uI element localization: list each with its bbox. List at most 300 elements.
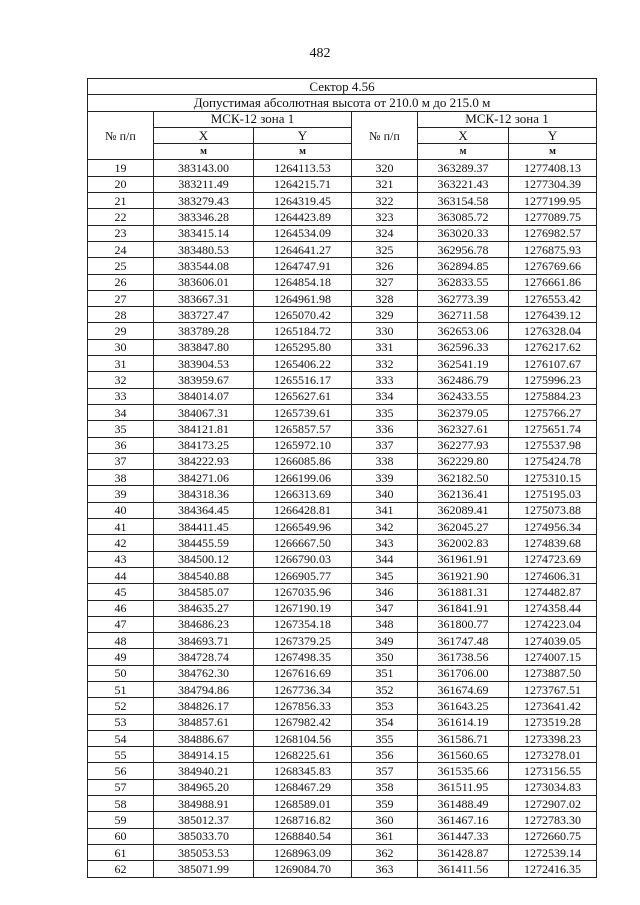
right-x-value: 361738.56 (418, 649, 509, 665)
right-point-number: 333 (352, 372, 418, 388)
left-y-value: 1268104.56 (254, 730, 352, 746)
left-x-value: 383346.28 (154, 209, 254, 225)
right-y-value: 1276439.12 (509, 307, 597, 323)
left-x-value: 384585.07 (154, 584, 254, 600)
table-row (88, 209, 597, 225)
right-point-number: 352 (352, 681, 418, 697)
left-y-value: 1269084.70 (254, 861, 352, 877)
left-y-value: 1267736.34 (254, 681, 352, 697)
left-x-value: 385053.53 (154, 844, 254, 860)
left-y-value: 1268345.83 (254, 763, 352, 779)
right-x-value: 362596.33 (418, 339, 509, 355)
left-x-value: 383727.47 (154, 307, 254, 323)
left-x-value: 384222.93 (154, 453, 254, 469)
right-y-value: 1272416.35 (509, 861, 597, 877)
right-point-number: 363 (352, 861, 418, 877)
right-point-number: 326 (352, 258, 418, 274)
left-point-number: 21 (88, 193, 154, 209)
left-point-number: 49 (88, 649, 154, 665)
right-point-number: 324 (352, 225, 418, 241)
right-x-value: 361921.90 (418, 567, 509, 583)
left-y-value: 1265516.17 (254, 372, 352, 388)
left-y-value: 1267190.19 (254, 600, 352, 616)
right-point-number: 334 (352, 388, 418, 404)
left-y-value: 1267856.33 (254, 698, 352, 714)
right-point-number: 355 (352, 730, 418, 746)
left-x-value: 384318.36 (154, 486, 254, 502)
left-point-number: 42 (88, 535, 154, 551)
table-row (88, 698, 597, 714)
left-y-value: 1265406.22 (254, 356, 352, 372)
right-point-number: 339 (352, 470, 418, 486)
left-x-value: 383211.49 (154, 176, 254, 192)
left-y-value: 1266428.81 (254, 502, 352, 518)
right-y-value: 1277089.75 (509, 209, 597, 225)
right-point-number: 358 (352, 779, 418, 795)
left-x-value: 384411.45 (154, 519, 254, 535)
left-point-number: 46 (88, 600, 154, 616)
right-x-value: 361428.87 (418, 844, 509, 860)
right-x-value: 362711.58 (418, 307, 509, 323)
left-point-number: 40 (88, 502, 154, 518)
right-x-value: 362894.85 (418, 258, 509, 274)
right-y-value: 1273034.83 (509, 779, 597, 795)
right-point-number: 323 (352, 209, 418, 225)
left-y-value: 1267616.69 (254, 665, 352, 681)
right-y-value: 1276328.04 (509, 323, 597, 339)
left-point-number: 45 (88, 584, 154, 600)
right-point-number: 336 (352, 421, 418, 437)
right-x-value: 362182.50 (418, 470, 509, 486)
left-y-value: 1265184.72 (254, 323, 352, 339)
table-row (88, 763, 597, 779)
left-point-number: 44 (88, 567, 154, 583)
table-row (88, 633, 597, 649)
table-row (88, 421, 597, 437)
right-point-number: 349 (352, 633, 418, 649)
left-y-value: 1264747.91 (254, 258, 352, 274)
left-x-value: 384988.91 (154, 796, 254, 812)
page-number: 482 (309, 46, 331, 61)
left-x-value: 383847.80 (154, 339, 254, 355)
right-y-value: 1275195.03 (509, 486, 597, 502)
left-y-value: 1266313.69 (254, 486, 352, 502)
table-row (88, 519, 597, 535)
right-x-value: 362229.80 (418, 453, 509, 469)
left-y-value: 1264215.71 (254, 176, 352, 192)
height-caption: Допустимая абсолютная высота от 210.0 м до 215.0 м (88, 95, 597, 111)
right-y-value: 1276661.86 (509, 274, 597, 290)
left-point-number: 43 (88, 551, 154, 567)
left-y-value: 1264534.09 (254, 225, 352, 241)
left-point-number: 19 (88, 160, 154, 176)
left-point-number: 58 (88, 796, 154, 812)
right-x-value: 361841.91 (418, 600, 509, 616)
left-y-value: 1267354.18 (254, 616, 352, 632)
right-x-value: 361881.31 (418, 584, 509, 600)
right-y-value: 1277408.13 (509, 160, 597, 176)
left-y-value: 1268225.61 (254, 747, 352, 763)
right-y-header: Y (509, 127, 597, 143)
table-row (88, 356, 597, 372)
table-row (88, 486, 597, 502)
left-point-number: 35 (88, 421, 154, 437)
left-y-value: 1268467.29 (254, 779, 352, 795)
left-x-value: 384271.06 (154, 470, 254, 486)
left-x-value: 384693.71 (154, 633, 254, 649)
left-x-value: 384173.25 (154, 437, 254, 453)
table-row (88, 681, 597, 697)
right-x-value: 361535.66 (418, 763, 509, 779)
left-x-value: 384914.15 (154, 747, 254, 763)
left-y-value: 1266905.77 (254, 567, 352, 583)
right-y-value: 1275424.78 (509, 453, 597, 469)
right-point-number: 328 (352, 290, 418, 306)
right-x-value: 362277.93 (418, 437, 509, 453)
right-y-value: 1275884.23 (509, 388, 597, 404)
table-row (88, 861, 597, 877)
right-y-value: 1274482.87 (509, 584, 597, 600)
table-row (88, 844, 597, 860)
table-row (88, 812, 597, 828)
left-x-value: 383789.28 (154, 323, 254, 339)
right-y-value: 1273519.28 (509, 714, 597, 730)
left-y-value: 1265972.10 (254, 437, 352, 453)
table-body (88, 160, 597, 877)
right-point-number: 343 (352, 535, 418, 551)
left-y-value: 1268963.09 (254, 844, 352, 860)
left-x-value: 383606.01 (154, 274, 254, 290)
table-row (88, 225, 597, 241)
left-x-value: 384965.20 (154, 779, 254, 795)
table-row (88, 600, 597, 616)
left-y-value: 1266549.96 (254, 519, 352, 535)
table-row (88, 796, 597, 812)
left-point-number: 57 (88, 779, 154, 795)
right-y-unit: м (509, 144, 597, 160)
left-y-value: 1268716.82 (254, 812, 352, 828)
left-point-number: 39 (88, 486, 154, 502)
right-point-number: 357 (352, 763, 418, 779)
right-y-value: 1274723.69 (509, 551, 597, 567)
left-y-value: 1264423.89 (254, 209, 352, 225)
right-y-value: 1275073.88 (509, 502, 597, 518)
table-row (88, 551, 597, 567)
right-x-value: 362136.41 (418, 486, 509, 502)
right-y-value: 1273398.23 (509, 730, 597, 746)
right-x-value: 361560.65 (418, 747, 509, 763)
right-system-header: МСК-12 зона 1 (418, 111, 597, 127)
right-y-value: 1273767.51 (509, 681, 597, 697)
right-y-value: 1274007.15 (509, 649, 597, 665)
right-point-number: 338 (352, 453, 418, 469)
right-point-number: 359 (352, 796, 418, 812)
right-point-number: 342 (352, 519, 418, 535)
right-x-value: 362045.27 (418, 519, 509, 535)
right-y-value: 1273278.01 (509, 747, 597, 763)
left-y-unit: м (254, 144, 352, 160)
right-point-number: 356 (352, 747, 418, 763)
left-point-number: 37 (88, 453, 154, 469)
table-row (88, 453, 597, 469)
right-y-value: 1272907.02 (509, 796, 597, 812)
left-x-value: 385071.99 (154, 861, 254, 877)
table-row (88, 567, 597, 583)
table-row (88, 339, 597, 355)
table-row (88, 747, 597, 763)
left-x-value: 384794.86 (154, 681, 254, 697)
right-x-value: 363154.58 (418, 193, 509, 209)
right-y-value: 1276875.93 (509, 241, 597, 257)
left-point-number: 32 (88, 372, 154, 388)
right-point-number: 332 (352, 356, 418, 372)
left-point-number: 61 (88, 844, 154, 860)
right-x-value: 363020.33 (418, 225, 509, 241)
left-y-value: 1265739.61 (254, 404, 352, 420)
right-x-unit: м (418, 144, 509, 160)
right-y-value: 1277199.95 (509, 193, 597, 209)
right-x-value: 361411.56 (418, 861, 509, 877)
table-row (88, 323, 597, 339)
left-x-value: 383143.00 (154, 160, 254, 176)
left-y-value: 1266790.03 (254, 551, 352, 567)
left-point-number: 20 (88, 176, 154, 192)
left-x-unit: м (154, 144, 254, 160)
left-y-value: 1265627.61 (254, 388, 352, 404)
right-x-header: X (418, 127, 509, 143)
right-y-value: 1274358.44 (509, 600, 597, 616)
left-x-value: 383959.67 (154, 372, 254, 388)
left-x-header: X (154, 127, 254, 143)
left-point-number: 56 (88, 763, 154, 779)
right-y-value: 1275651.74 (509, 421, 597, 437)
right-point-number: 325 (352, 241, 418, 257)
right-x-value: 362653.06 (418, 323, 509, 339)
left-point-number: 47 (88, 616, 154, 632)
right-x-value: 362833.55 (418, 274, 509, 290)
left-point-number: 36 (88, 437, 154, 453)
right-y-value: 1277304.39 (509, 176, 597, 192)
left-num-header: № п/п (88, 111, 154, 160)
right-x-value: 361511.95 (418, 779, 509, 795)
left-point-number: 29 (88, 323, 154, 339)
left-x-value: 384121.81 (154, 421, 254, 437)
right-point-number: 350 (352, 649, 418, 665)
left-point-number: 24 (88, 241, 154, 257)
right-point-number: 354 (352, 714, 418, 730)
right-y-value: 1274839.68 (509, 535, 597, 551)
right-x-value: 361586.71 (418, 730, 509, 746)
left-y-value: 1267035.96 (254, 584, 352, 600)
left-y-value: 1264854.18 (254, 274, 352, 290)
right-point-number: 329 (352, 307, 418, 323)
right-point-number: 351 (352, 665, 418, 681)
right-x-value: 361614.19 (418, 714, 509, 730)
right-y-value: 1272660.75 (509, 828, 597, 844)
right-x-value: 361467.16 (418, 812, 509, 828)
left-x-value: 384826.17 (154, 698, 254, 714)
left-x-value: 384762.30 (154, 665, 254, 681)
right-point-number: 341 (352, 502, 418, 518)
right-x-value: 362433.55 (418, 388, 509, 404)
left-point-number: 30 (88, 339, 154, 355)
right-x-value: 361643.25 (418, 698, 509, 714)
right-point-number: 321 (352, 176, 418, 192)
right-y-value: 1272539.14 (509, 844, 597, 860)
coordinates-table (87, 78, 597, 878)
left-point-number: 26 (88, 274, 154, 290)
right-x-value: 361706.00 (418, 665, 509, 681)
right-point-number: 320 (352, 160, 418, 176)
table-row (88, 160, 597, 176)
left-point-number: 25 (88, 258, 154, 274)
left-point-number: 48 (88, 633, 154, 649)
left-x-value: 384940.21 (154, 763, 254, 779)
table-row (88, 307, 597, 323)
table-row (88, 388, 597, 404)
right-point-number: 347 (352, 600, 418, 616)
sector-title: Сектор 4.56 (88, 79, 597, 95)
right-x-value: 361800.77 (418, 616, 509, 632)
left-y-value: 1268840.54 (254, 828, 352, 844)
right-y-value: 1272783.30 (509, 812, 597, 828)
right-x-value: 363289.37 (418, 160, 509, 176)
right-x-value: 362486.79 (418, 372, 509, 388)
left-system-header: МСК-12 зона 1 (154, 111, 352, 127)
left-x-value: 384364.45 (154, 502, 254, 518)
left-x-value: 384728.74 (154, 649, 254, 665)
left-x-value: 384014.07 (154, 388, 254, 404)
right-y-value: 1274956.34 (509, 519, 597, 535)
left-x-value: 384500.12 (154, 551, 254, 567)
left-y-value: 1264961.98 (254, 290, 352, 306)
right-x-value: 361747.48 (418, 633, 509, 649)
left-x-value: 384857.61 (154, 714, 254, 730)
right-x-value: 363221.43 (418, 176, 509, 192)
left-x-value: 383904.53 (154, 356, 254, 372)
table-row (88, 730, 597, 746)
table-row (88, 193, 597, 209)
right-point-number: 361 (352, 828, 418, 844)
table-row (88, 437, 597, 453)
left-point-number: 62 (88, 861, 154, 877)
right-y-value: 1274606.31 (509, 567, 597, 583)
left-x-value: 384686.23 (154, 616, 254, 632)
table-row (88, 714, 597, 730)
right-point-number: 360 (352, 812, 418, 828)
left-point-number: 34 (88, 404, 154, 420)
left-point-number: 51 (88, 681, 154, 697)
left-y-value: 1264641.27 (254, 241, 352, 257)
left-x-value: 385033.70 (154, 828, 254, 844)
left-point-number: 41 (88, 519, 154, 535)
left-y-value: 1264319.45 (254, 193, 352, 209)
left-point-number: 60 (88, 828, 154, 844)
table-row (88, 616, 597, 632)
right-x-value: 361488.49 (418, 796, 509, 812)
left-x-value: 384455.59 (154, 535, 254, 551)
table-row (88, 665, 597, 681)
right-x-value: 362773.39 (418, 290, 509, 306)
right-x-value: 362089.41 (418, 502, 509, 518)
right-y-value: 1276982.57 (509, 225, 597, 241)
right-y-value: 1276217.62 (509, 339, 597, 355)
left-x-value: 383544.08 (154, 258, 254, 274)
right-point-number: 362 (352, 844, 418, 860)
right-point-number: 353 (352, 698, 418, 714)
left-y-value: 1266199.06 (254, 470, 352, 486)
table-row (88, 258, 597, 274)
table-row (88, 584, 597, 600)
left-x-value: 384067.31 (154, 404, 254, 420)
left-point-number: 27 (88, 290, 154, 306)
table-row (88, 372, 597, 388)
left-x-value: 384540.88 (154, 567, 254, 583)
right-y-value: 1273156.55 (509, 763, 597, 779)
left-x-value: 383415.14 (154, 225, 254, 241)
left-x-value: 383480.53 (154, 241, 254, 257)
right-x-value: 362956.78 (418, 241, 509, 257)
left-point-number: 38 (88, 470, 154, 486)
left-point-number: 52 (88, 698, 154, 714)
right-x-value: 363085.72 (418, 209, 509, 225)
left-point-number: 53 (88, 714, 154, 730)
right-point-number: 331 (352, 339, 418, 355)
left-y-value: 1266085.86 (254, 453, 352, 469)
left-x-value: 384886.67 (154, 730, 254, 746)
right-y-value: 1276769.66 (509, 258, 597, 274)
left-y-value: 1265295.80 (254, 339, 352, 355)
right-y-value: 1275537.98 (509, 437, 597, 453)
right-x-value: 362327.61 (418, 421, 509, 437)
left-point-number: 59 (88, 812, 154, 828)
right-y-value: 1273887.50 (509, 665, 597, 681)
right-point-number: 330 (352, 323, 418, 339)
right-y-value: 1274223.04 (509, 616, 597, 632)
right-point-number: 337 (352, 437, 418, 453)
table-row (88, 828, 597, 844)
left-x-value: 383279.43 (154, 193, 254, 209)
left-y-value: 1264113.53 (254, 160, 352, 176)
table-row (88, 274, 597, 290)
right-y-value: 1275310.15 (509, 470, 597, 486)
left-point-number: 28 (88, 307, 154, 323)
right-point-number: 344 (352, 551, 418, 567)
right-point-number: 348 (352, 616, 418, 632)
left-x-value: 383667.31 (154, 290, 254, 306)
table-row (88, 779, 597, 795)
left-y-value: 1265857.57 (254, 421, 352, 437)
right-y-value: 1273641.42 (509, 698, 597, 714)
left-point-number: 22 (88, 209, 154, 225)
right-x-value: 361447.33 (418, 828, 509, 844)
right-point-number: 340 (352, 486, 418, 502)
right-y-value: 1276107.67 (509, 356, 597, 372)
table-row (88, 290, 597, 306)
left-point-number: 33 (88, 388, 154, 404)
left-point-number: 50 (88, 665, 154, 681)
table-row (88, 470, 597, 486)
right-point-number: 335 (352, 404, 418, 420)
left-point-number: 23 (88, 225, 154, 241)
left-y-value: 1268589.01 (254, 796, 352, 812)
left-y-header: Y (254, 127, 352, 143)
right-point-number: 346 (352, 584, 418, 600)
left-x-value: 384635.27 (154, 600, 254, 616)
table-row (88, 649, 597, 665)
left-y-value: 1267379.25 (254, 633, 352, 649)
right-x-value: 362002.83 (418, 535, 509, 551)
